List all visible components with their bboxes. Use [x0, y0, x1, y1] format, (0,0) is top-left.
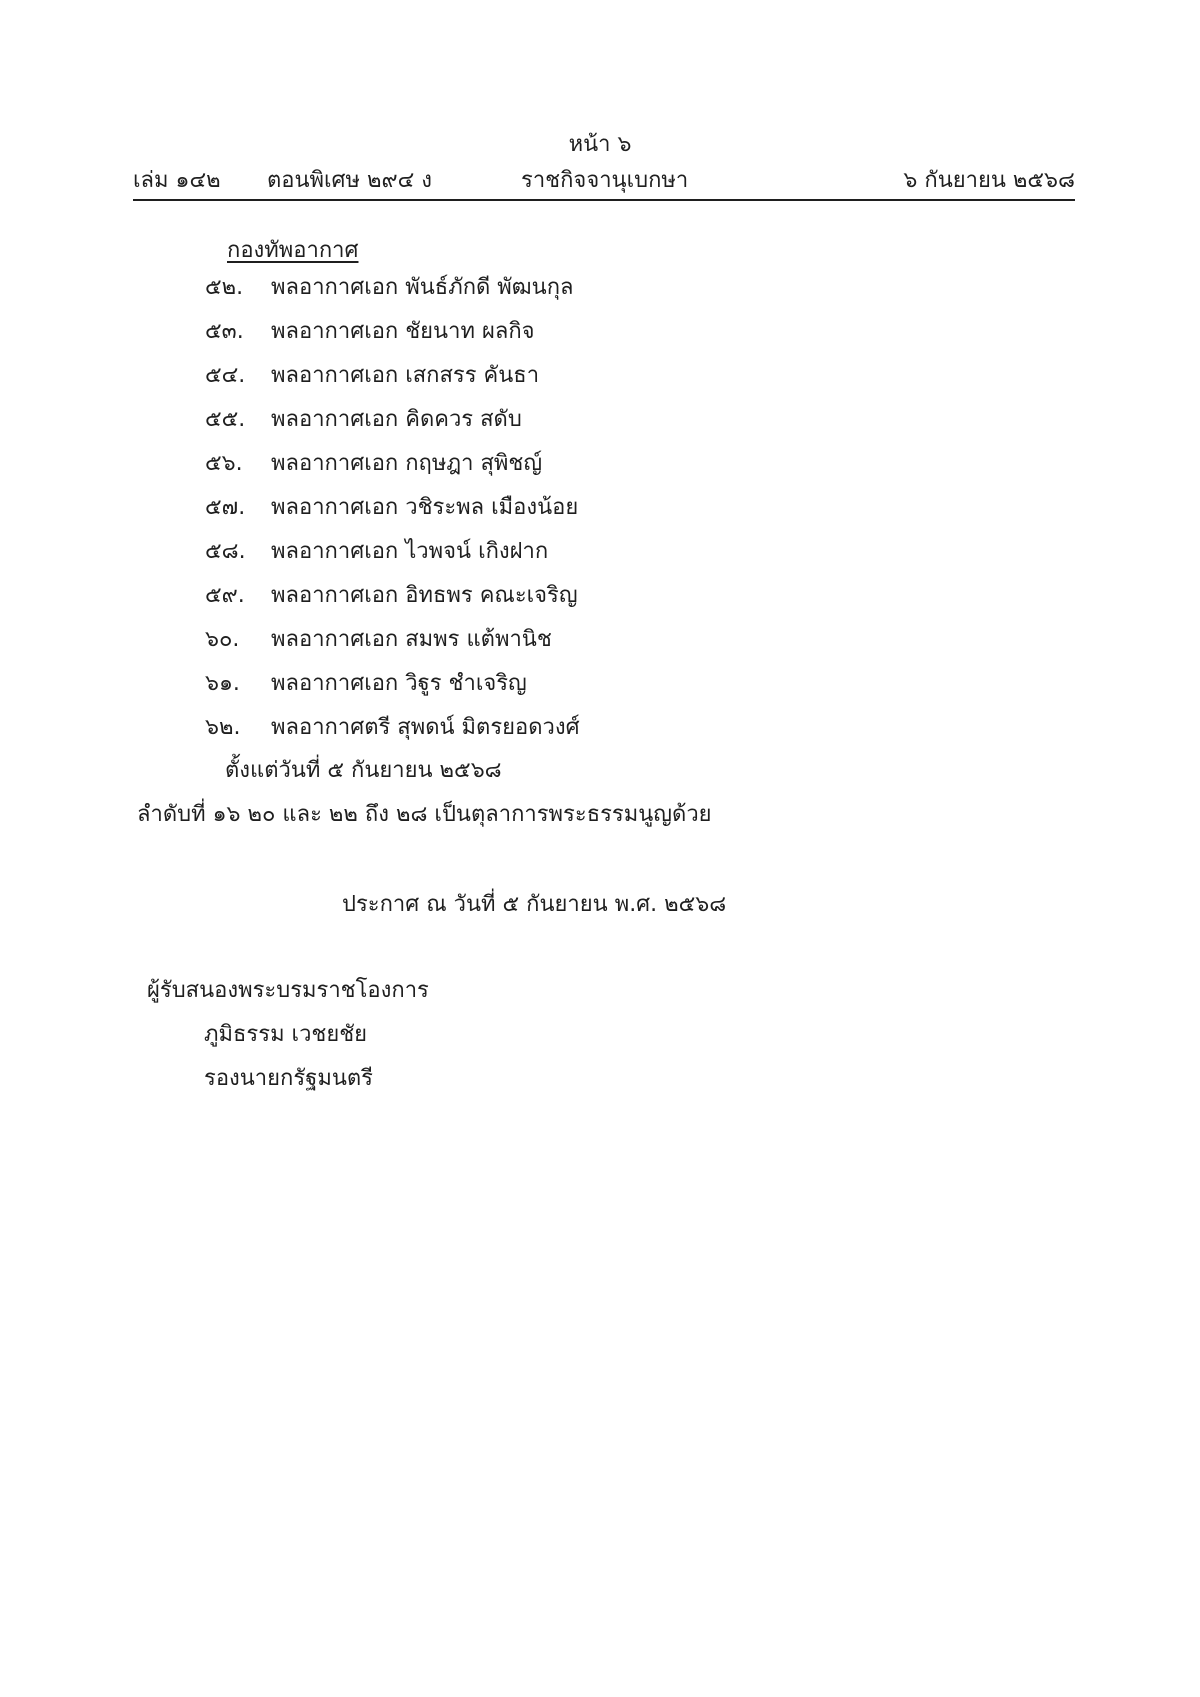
list-item	[205, 310, 580, 354]
item-number: ๕๗.	[205, 495, 246, 520]
list-item	[205, 354, 580, 398]
tribunal-note: ลำดับที่ ๑๖ ๒๐ และ ๒๒ ถึง ๒๘ เป็นตุลาการพระธรรมนูญด้วย	[137, 802, 712, 827]
publication-title: ราชกิจจานุเบกษา	[521, 168, 689, 193]
section-title: กองทัพอากาศ	[227, 238, 359, 263]
proclamation-date: ประกาศ ณ วันที่ ๕ กันยายน พ.ศ. ๒๕๖๘	[342, 892, 727, 917]
issue-date: ๖ กันยายน ๒๕๖๘	[903, 168, 1075, 193]
list-item	[205, 266, 580, 310]
header-divider	[133, 199, 1075, 201]
list-item	[205, 662, 580, 706]
item-number: ๕๘.	[205, 539, 246, 564]
item-number: ๕๒.	[205, 275, 244, 300]
appointee-name: พลอากาศเอก พันธ์ภักดี พัฒนกุล	[271, 275, 574, 300]
signer-name: ภูมิธรรม เวชยชัย	[204, 1022, 368, 1047]
volume-label: เล่ม ๑๔๒	[133, 168, 221, 193]
effective-date: ตั้งแต่วันที่ ๕ กันยายน ๒๕๖๘	[225, 758, 502, 783]
list-item	[205, 530, 580, 574]
appointee-list	[205, 266, 580, 750]
appointee-name: พลอากาศเอก คิดควร สดับ	[271, 407, 522, 432]
appointee-name: พลอากาศเอก สมพร แต้พานิช	[271, 627, 552, 652]
item-number: ๕๖.	[205, 451, 243, 476]
page-number: หน้า ๖	[568, 132, 632, 157]
list-item	[205, 486, 580, 530]
countersign-label: ผู้รับสนองพระบรมราชโองการ	[147, 978, 429, 1003]
issue-label: ตอนพิเศษ ๒๙๔ ง	[267, 168, 433, 193]
item-number: ๕๕.	[205, 407, 246, 432]
item-number: ๕๙.	[205, 583, 245, 608]
appointee-name: พลอากาศเอก กฤษฎา สุพิชญ์	[271, 451, 543, 476]
item-number: ๖๒.	[205, 715, 241, 740]
list-item	[205, 442, 580, 486]
item-number: ๖๑.	[205, 671, 240, 696]
item-number: ๕๓.	[205, 319, 244, 344]
appointee-name: พลอากาศตรี สุพดน์ มิตรยอดวงศ์	[271, 715, 580, 740]
signer-title: รองนายกรัฐมนตรี	[204, 1066, 373, 1091]
appointee-name: พลอากาศเอก วิฐูร ชำเจริญ	[271, 671, 527, 696]
list-item	[205, 574, 580, 618]
gazette-header	[133, 162, 1075, 196]
appointee-name: พลอากาศเอก วชิระพล เมืองน้อย	[271, 495, 579, 520]
list-item	[205, 706, 580, 750]
item-number: ๖๐.	[205, 627, 240, 652]
item-number: ๕๔.	[205, 363, 246, 388]
list-item	[205, 398, 580, 442]
appointee-name: พลอากาศเอก เสกสรร คันธา	[271, 363, 540, 388]
appointee-name: พลอากาศเอก อิทธพร คณะเจริญ	[271, 583, 578, 608]
list-item	[205, 618, 580, 662]
appointee-name: พลอากาศเอก ชัยนาท ผลกิจ	[271, 319, 535, 344]
appointee-name: พลอากาศเอก ไวพจน์ เกิงฝาก	[271, 539, 549, 564]
